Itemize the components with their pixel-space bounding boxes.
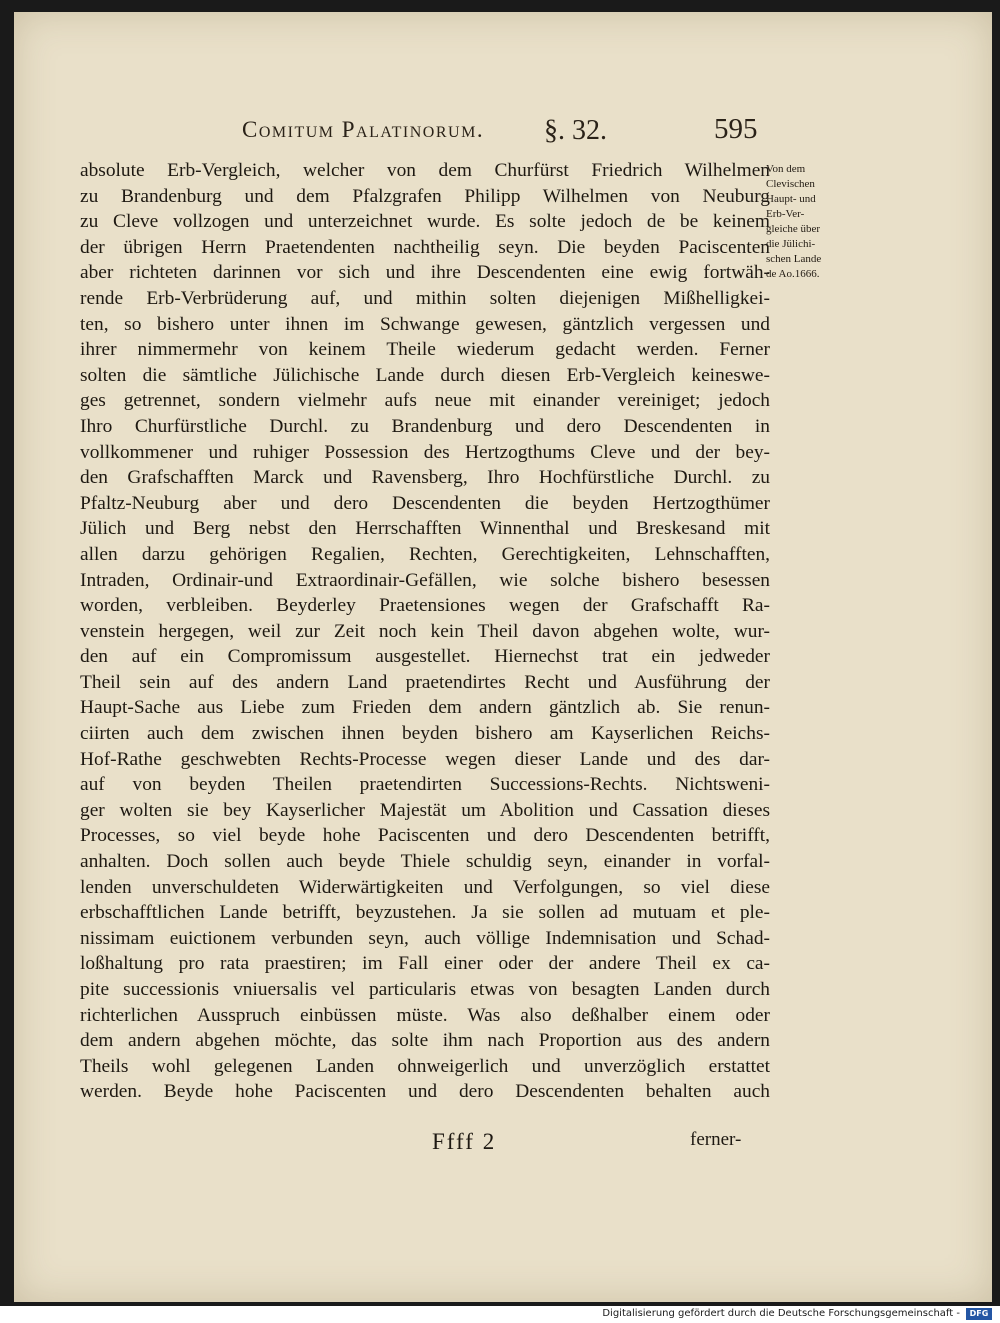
margin-note-line: Clevischen (766, 178, 815, 190)
text-line: ges getrennet, sondern vielmehr aufs neue mit einander vereiniget; jedoch (80, 390, 770, 412)
text-line: Ihro Churfürstliche Durchl. zu Brandenburg und dero Descendenten in (80, 415, 770, 437)
text-line: worden, verbleiben. Beyderley Praetensiones wegen der Grafschafft Ra- (80, 595, 770, 617)
body-text (80, 158, 770, 1105)
text-line: zu Brandenburg und dem Pfalzgrafen Philipp Wilhelmen von Neuburg (80, 185, 770, 207)
text-line: solten die sämtliche Jülichische Lande durch diesen Erb-Vergleich keineswe- (80, 364, 770, 386)
text-line: ten, so bishero unter ihnen im Schwange gewesen, gäntzlich vergessen und (80, 313, 770, 335)
page-header (14, 113, 992, 147)
running-title: Comitum Palatinorum. (242, 117, 485, 142)
dfg-logo: DFG (966, 1308, 992, 1320)
text-line: absolute Erb-Vergleich, welcher von dem Churfürst Friedrich Wilhelmen (80, 160, 770, 181)
text-line: lenden unverschuldeten Widerwärtigkeiten und Verfolgungen, so viel diese (80, 876, 770, 898)
text-line: anhalten. Doch sollen auch beyde Thiele schuldig seyn, einander in vorfal- (80, 851, 770, 873)
text-line: nissimam euictionem verbunden seyn, auch völlige Indemnisation und Schad- (80, 927, 770, 949)
text-line: den Grafschafften Marck und Ravensberg, Ihro Hochfürstliche Durchl. zu (80, 467, 770, 489)
text-line: der übrigen Herrn Praetendenten nachtheilig seyn. Die beyden Paciscenten (80, 236, 770, 258)
margin-note-line: Von dem (766, 163, 806, 175)
text-line: auf von beyden Theilen praetendirten Successions-Rechts. Nichtsweni- (80, 774, 770, 796)
text-line: dem andern abgehen möchte, das solte ihm nach Proportion aus des andern (80, 1030, 770, 1052)
text-line: erbschafftlichen Lande betrifft, beyzustehen. Ja sie sollen ad mutuam et ple- (80, 902, 770, 924)
margin-note-line: Haupt- und (766, 193, 816, 205)
text-line: ciirten auch dem zwischen ihnen beyden bishero am Kayserlichen Reichs- (80, 723, 770, 745)
text-line: pite successionis vniuersalis vel particularis etwas von besagten Landen durch (80, 979, 770, 1000)
text-line: vollkommener und ruhiger Possession des Hertzogthums Cleve und der bey- (80, 441, 770, 463)
page-number: 595 (714, 113, 758, 145)
text-line: richterlichen Ausspruch einbüssen müste. Was also deßhalber einem oder (80, 1004, 770, 1026)
text-line: ihrer nimmermehr von keinem Theile wiederum gedacht werden. Ferner (80, 339, 770, 361)
text-line: Intraden, Ordinair-und Extraordinair-Gefällen, wie solche bishero besessen (80, 569, 770, 591)
text-line: werden. Beyde hohe Paciscenten und dero Descendenten behalten auch (80, 1081, 770, 1103)
text-line: aber richteten darinnen vor sich und ihre Descendenten eine ewig fortwäh- (80, 262, 770, 284)
margin-note-line: die Jülichi- (766, 238, 816, 250)
book-page (14, 12, 992, 1302)
section-number: §. 32. (544, 115, 607, 146)
text-line: Theil sein auf des andern Land praetendirtes Recht und Ausführung der (80, 671, 770, 693)
margin-note-line: Erb-Ver- (766, 208, 805, 220)
digitization-credit-bar (0, 1306, 1000, 1323)
text-line: den auf ein Compromissum ausgestellet. Hiernechst trat ein jedweder (80, 646, 770, 668)
text-line: allen darzu gehörigen Regalien, Rechten, Gerechtigkeiten, Lehnschafften, (80, 543, 770, 565)
text-line: Theils wohl gelegenen Landen ohnweigerlich und unverzöglich erstattet (80, 1055, 770, 1077)
text-line: venstein hergegen, weil zur Zeit noch kein Theil davon abgehen wolte, wur- (80, 620, 770, 642)
signature-mark: Ffff 2 (432, 1129, 497, 1154)
text-line: rende Erb-Verbrüderung auf, und mithin solten diejenigen Mißhelligkei- (80, 287, 770, 309)
text-line: Pfaltz-Neuburg aber und dero Descendenten die beyden Hertzogthümer (80, 492, 770, 514)
margin-note (766, 162, 854, 282)
credit-text: Digitalisierung gefördert durch die Deutsche Forschungsgemeinschaft - (602, 1308, 960, 1319)
text-line: loßhaltung pro rata praestiren; im Fall einer oder der andere Theil ex ca- (80, 953, 770, 975)
text-line: Hof-Rathe geschwebten Rechts-Processe wegen dieser Lande und des dar- (80, 748, 770, 770)
page-footer (14, 1129, 992, 1161)
text-line: Jülich und Berg nebst den Herrschafften Winnenthal und Breskesand mit (80, 518, 770, 540)
catchword: ferner- (690, 1129, 742, 1150)
text-line: ger wolten sie bey Kayserlicher Majestät um Abolition und Cassation dieses (80, 799, 770, 821)
text-line: Processes, so viel beyde hohe Paciscenten und dero Descendenten betrifft, (80, 825, 770, 847)
text-line: zu Cleve vollzogen und unterzeichnet wurde. Es solte jedoch de be keinem (80, 211, 770, 233)
margin-note-line: gleiche über (766, 223, 821, 235)
margin-note-line: de Ao.1666. (766, 268, 820, 280)
margin-note-line: schen Lande (766, 253, 822, 265)
text-line: Haupt-Sache aus Liebe zum Frieden dem andern gäntzlich ab. Sie renun- (80, 697, 770, 719)
